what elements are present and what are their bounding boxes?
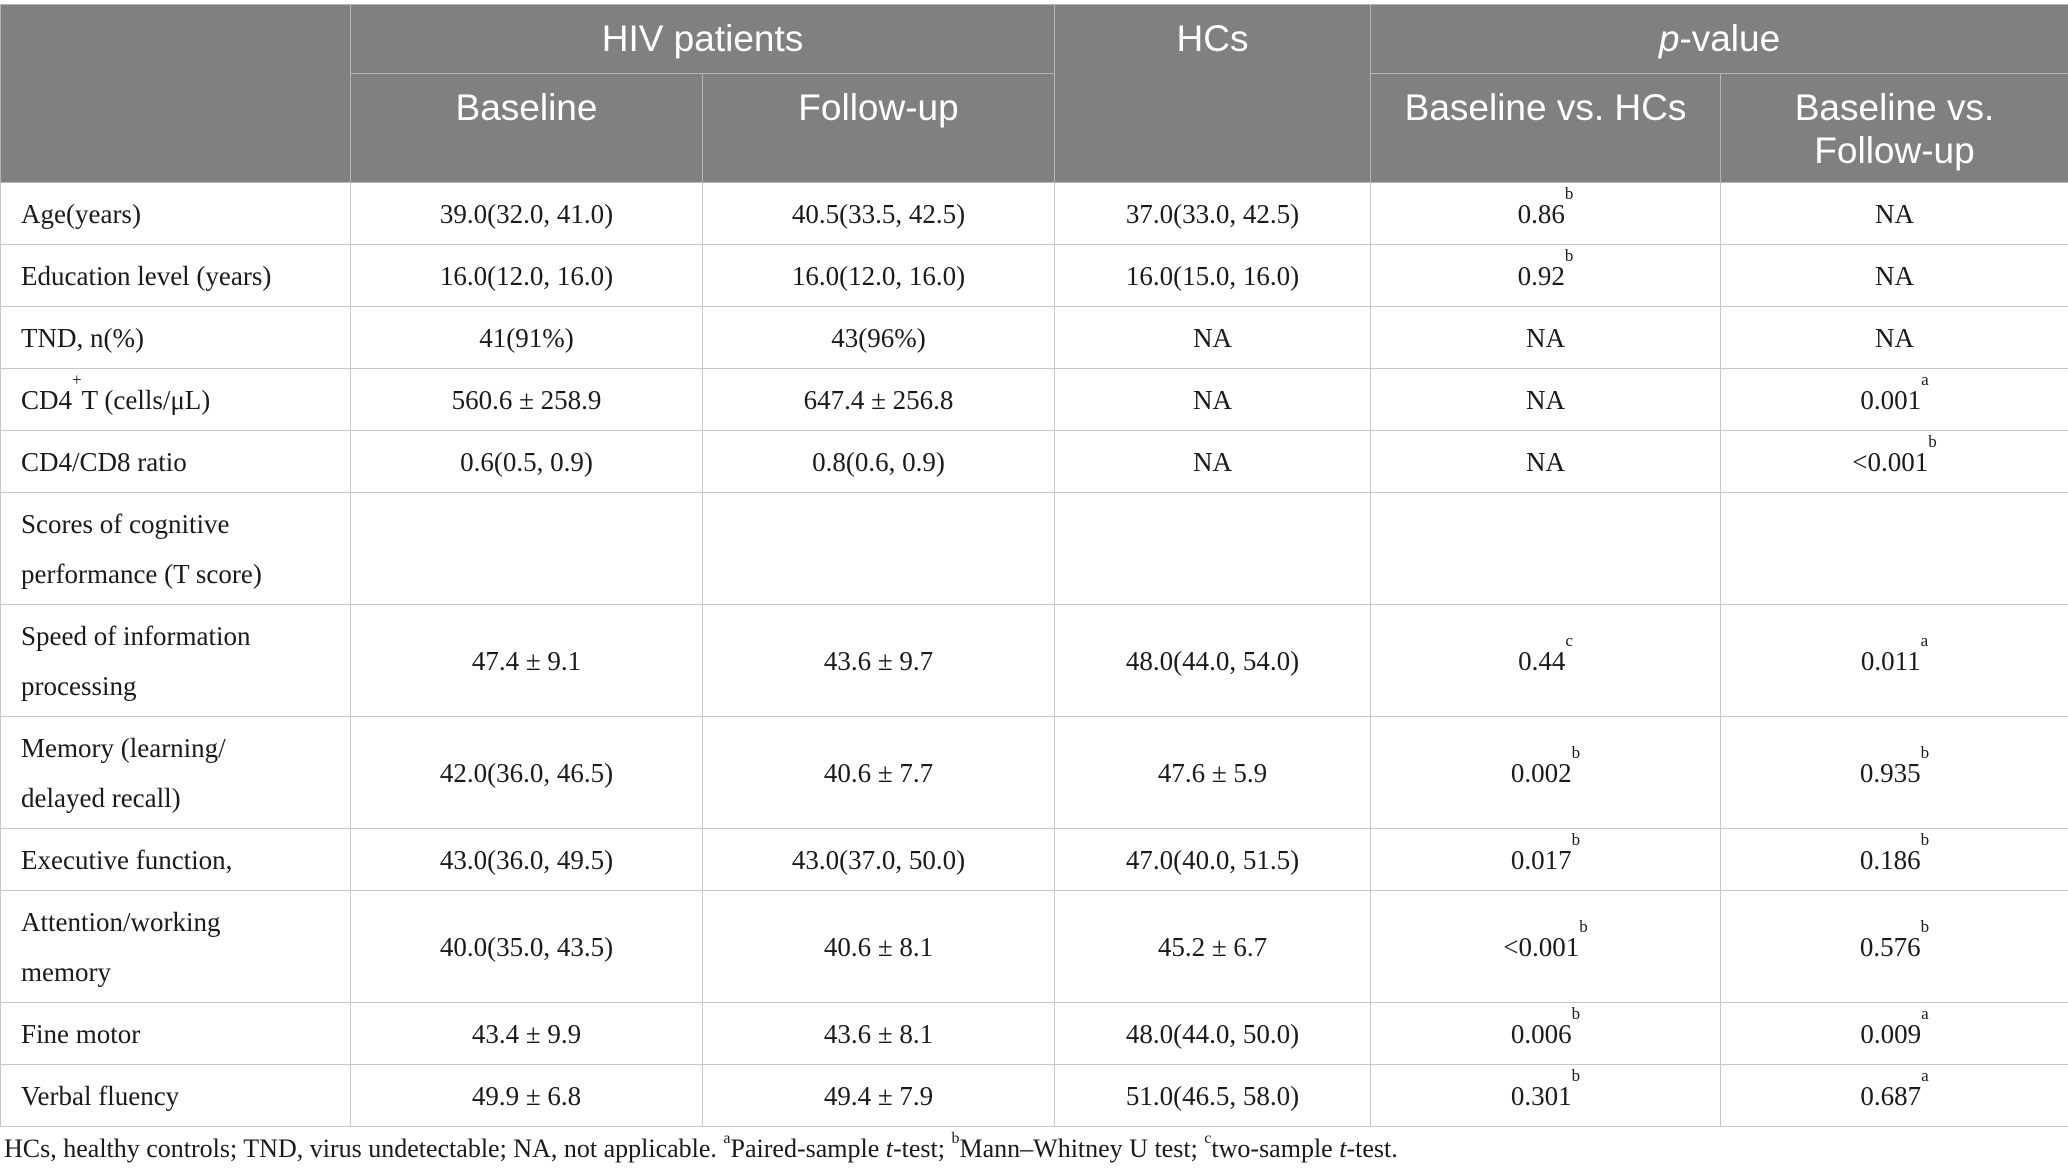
cell-baseline: 560.6 ± 258.9 bbox=[351, 369, 703, 431]
table-header bbox=[1, 5, 2068, 183]
row-label: Scores of cognitive performance (T score) bbox=[1, 493, 351, 605]
cell-hcs: 37.0(33.0, 42.5) bbox=[1055, 183, 1371, 245]
cell-p-baseline-vs-follow-up: NA bbox=[1721, 183, 2068, 245]
cell-baseline: 40.0(35.0, 43.5) bbox=[351, 891, 703, 1003]
data-table-container bbox=[0, 4, 2068, 1127]
cell-baseline: 43.4 ± 9.9 bbox=[351, 1003, 703, 1065]
cell-p-baseline-vs-follow-up: 0.935$^b$ bbox=[1721, 717, 2068, 829]
cell-baseline: 39.0(32.0, 41.0) bbox=[351, 183, 703, 245]
cell-p-baseline-vs-hcs: NA bbox=[1371, 369, 1721, 431]
cell-p-baseline-vs-hcs: 0.92$^b$ bbox=[1371, 245, 1721, 307]
cell-follow-up bbox=[703, 493, 1055, 605]
header-p-italic: p bbox=[1658, 18, 1680, 59]
cell-hcs: 16.0(15.0, 16.0) bbox=[1055, 245, 1371, 307]
cell-p-baseline-vs-follow-up: 0.011$^a$ bbox=[1721, 605, 2068, 717]
cell-hcs: NA bbox=[1055, 431, 1371, 493]
cell-hcs: 48.0(44.0, 54.0) bbox=[1055, 605, 1371, 717]
cell-hcs: 47.6 ± 5.9 bbox=[1055, 717, 1371, 829]
row-label: Age(years) bbox=[1, 183, 351, 245]
cell-p-baseline-vs-follow-up: NA bbox=[1721, 307, 2068, 369]
header-baseline: Baseline bbox=[351, 74, 703, 183]
row-label: Speed of information processing bbox=[1, 605, 351, 717]
cell-hcs: 48.0(44.0, 50.0) bbox=[1055, 1003, 1371, 1065]
cell-p-baseline-vs-hcs: 0.301$^b$ bbox=[1371, 1065, 1721, 1127]
table-row bbox=[1, 245, 2068, 307]
cell-hcs: 47.0(40.0, 51.5) bbox=[1055, 829, 1371, 891]
row-label: Memory (learning/ delayed recall) bbox=[1, 717, 351, 829]
cell-hcs: 45.2 ± 6.7 bbox=[1055, 891, 1371, 1003]
cell-baseline: 42.0(36.0, 46.5) bbox=[351, 717, 703, 829]
table-row bbox=[1, 493, 2068, 605]
table-row bbox=[1, 829, 2068, 891]
cell-follow-up: 16.0(12.0, 16.0) bbox=[703, 245, 1055, 307]
cell-hcs: NA bbox=[1055, 369, 1371, 431]
results-table bbox=[0, 4, 2068, 1127]
header-baseline-vs-hcs: Baseline vs. HCs bbox=[1371, 74, 1721, 183]
table-row bbox=[1, 891, 2068, 1003]
cell-follow-up: 40.6 ± 7.7 bbox=[703, 717, 1055, 829]
table-body bbox=[1, 183, 2068, 1127]
table-row bbox=[1, 431, 2068, 493]
cell-p-baseline-vs-hcs: NA bbox=[1371, 431, 1721, 493]
cell-baseline: 16.0(12.0, 16.0) bbox=[351, 245, 703, 307]
cell-p-baseline-vs-follow-up: 0.009$^a$ bbox=[1721, 1003, 2068, 1065]
cell-baseline: 41(91%) bbox=[351, 307, 703, 369]
table-row bbox=[1, 1065, 2068, 1127]
table-row bbox=[1, 183, 2068, 245]
row-label: TND, n(%) bbox=[1, 307, 351, 369]
cell-follow-up: 43.0(37.0, 50.0) bbox=[703, 829, 1055, 891]
header-p-value bbox=[1371, 5, 2068, 74]
row-label: Education level (years) bbox=[1, 245, 351, 307]
cell-follow-up: 0.8(0.6, 0.9) bbox=[703, 431, 1055, 493]
cell-p-baseline-vs-hcs bbox=[1371, 493, 1721, 605]
row-label: Executive function, bbox=[1, 829, 351, 891]
cell-p-baseline-vs-hcs: 0.86$^b$ bbox=[1371, 183, 1721, 245]
header-p-rest: -value bbox=[1679, 18, 1781, 59]
table-footnote: HCs, healthy controls; TND, virus undetectable; NA, not applicable. $^a$Paired-sample t-test; $^b$Mann–Whitney U test; $^c$two-sample t-test. bbox=[4, 1130, 1398, 1163]
cell-p-baseline-vs-follow-up: 0.576$^b$ bbox=[1721, 891, 2068, 1003]
cell-p-baseline-vs-hcs: <0.001$^b$ bbox=[1371, 891, 1721, 1003]
cell-follow-up: 647.4 ± 256.8 bbox=[703, 369, 1055, 431]
header-hiv-patients: HIV patients bbox=[351, 5, 1055, 74]
row-label: CD4/CD8 ratio bbox=[1, 431, 351, 493]
header-empty-cell bbox=[1, 5, 351, 183]
table-row bbox=[1, 605, 2068, 717]
cell-baseline: 47.4 ± 9.1 bbox=[351, 605, 703, 717]
cell-baseline bbox=[351, 493, 703, 605]
cell-p-baseline-vs-hcs: 0.002$^b$ bbox=[1371, 717, 1721, 829]
header-follow-up: Follow-up bbox=[703, 74, 1055, 183]
cell-hcs bbox=[1055, 493, 1371, 605]
header-hcs: HCs bbox=[1055, 5, 1371, 183]
cell-p-baseline-vs-follow-up: <0.001$^b$ bbox=[1721, 431, 2068, 493]
cell-hcs: 51.0(46.5, 58.0) bbox=[1055, 1065, 1371, 1127]
cell-follow-up: 40.5(33.5, 42.5) bbox=[703, 183, 1055, 245]
cell-follow-up: 43.6 ± 8.1 bbox=[703, 1003, 1055, 1065]
cell-p-baseline-vs-follow-up: 0.186$^b$ bbox=[1721, 829, 2068, 891]
table-row bbox=[1, 717, 2068, 829]
cell-p-baseline-vs-follow-up: 0.687$^a$ bbox=[1721, 1065, 2068, 1127]
cell-follow-up: 43.6 ± 9.7 bbox=[703, 605, 1055, 717]
cell-follow-up: 40.6 ± 8.1 bbox=[703, 891, 1055, 1003]
cell-p-baseline-vs-hcs: 0.006$^b$ bbox=[1371, 1003, 1721, 1065]
cell-baseline: 0.6(0.5, 0.9) bbox=[351, 431, 703, 493]
cell-p-baseline-vs-hcs: NA bbox=[1371, 307, 1721, 369]
row-label: CD4+T (cells/μL) bbox=[1, 369, 351, 431]
table-row bbox=[1, 307, 2068, 369]
cell-p-baseline-vs-follow-up bbox=[1721, 493, 2068, 605]
row-label: Verbal fluency bbox=[1, 1065, 351, 1127]
cell-p-baseline-vs-follow-up: NA bbox=[1721, 245, 2068, 307]
table-row bbox=[1, 369, 2068, 431]
cell-baseline: 43.0(36.0, 49.5) bbox=[351, 829, 703, 891]
header-baseline-vs-follow-up: Baseline vs. Follow-up bbox=[1721, 74, 2068, 183]
cell-p-baseline-vs-hcs: 0.44$^c$ bbox=[1371, 605, 1721, 717]
row-label: Attention/working memory bbox=[1, 891, 351, 1003]
table-row bbox=[1, 1003, 2068, 1065]
cell-baseline: 49.9 ± 6.8 bbox=[351, 1065, 703, 1127]
cell-follow-up: 49.4 ± 7.9 bbox=[703, 1065, 1055, 1127]
cell-p-baseline-vs-hcs: 0.017$^b$ bbox=[1371, 829, 1721, 891]
cell-p-baseline-vs-follow-up: 0.001$^a$ bbox=[1721, 369, 2068, 431]
row-label: Fine motor bbox=[1, 1003, 351, 1065]
cell-hcs: NA bbox=[1055, 307, 1371, 369]
cell-follow-up: 43(96%) bbox=[703, 307, 1055, 369]
